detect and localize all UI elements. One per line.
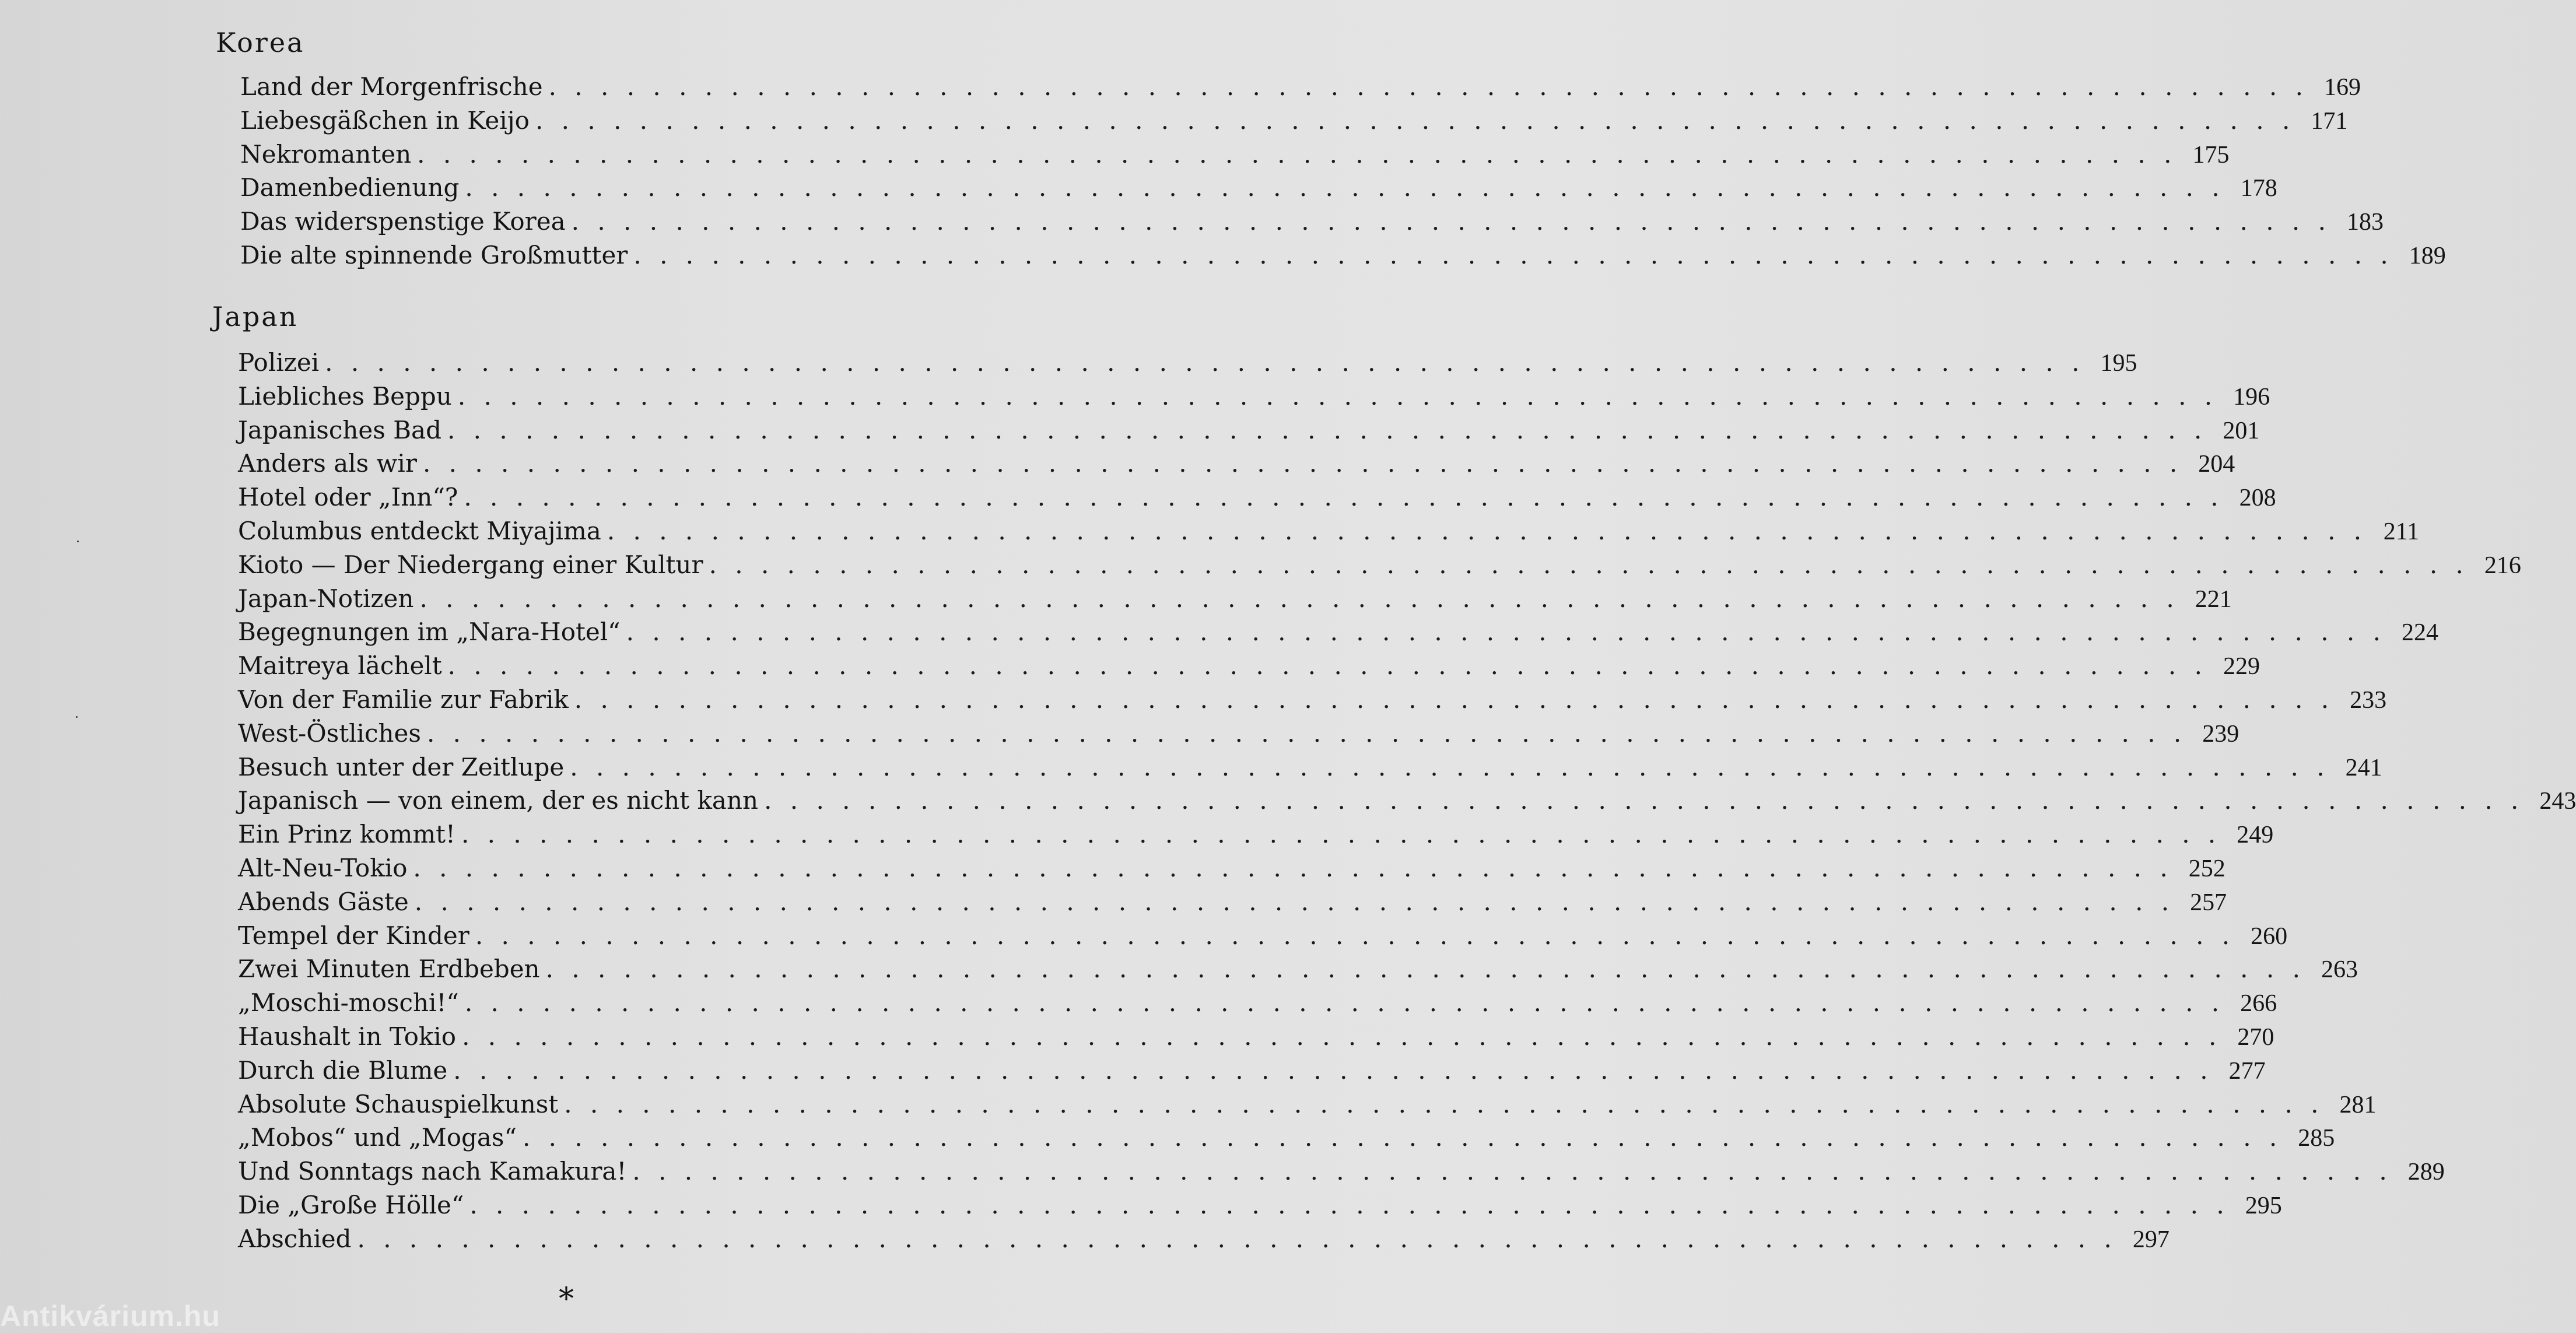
toc-dot-leader: . . . . . . . . . . . . . . . . . . . . . . . . . . . . . . . . . . . . . . . . . . . . . . . . . . . . . . . . . . . . . . . . . . . . xyxy=(574,685,2335,714)
toc-dot-leader: . . . . . . . . . . . . . . . . . . . . . . . . . . . . . . . . . . . . . . . . . . . . . . . . . . . . . . . . . . . . . . . . . . . . xyxy=(462,1022,2222,1051)
toc-page-number: 178 xyxy=(2240,175,2277,202)
toc-entry-title: Abschied xyxy=(238,1224,352,1253)
toc-entry-title: Besuch unter der Zeitlupe xyxy=(238,752,565,781)
toc-page-number: 260 xyxy=(2251,922,2288,950)
toc-page-number: 249 xyxy=(2237,822,2274,849)
watermark-logo: Antikvárium.hu xyxy=(0,1300,220,1332)
toc-dot-leader: . . . . . . . . . . . . . . . . . . . . . . . . . . . . . . . . . . . . . . . . . . . . . . . . . . . . . . . . . . . . . . . . . . . . xyxy=(564,1089,2324,1118)
toc-list-japan xyxy=(238,346,2576,1256)
toc-dot-leader: . . . . . . . . . . . . . . . . . . . . . . . . . . . . . . . . . . . . . . . . . . . . . . . . . . . . . . . . . . . . . . . . . . . . xyxy=(548,72,2308,101)
toc-page-number: 243 xyxy=(2539,788,2576,815)
toc-dot-leader: . . . . . . . . . . . . . . . . . . . . . . . . . . . . . . . . . . . . . . . . . . . . . . . . . . . . . . . . . . . . . . . . . . . . xyxy=(464,483,2224,512)
toc-page-number: 281 xyxy=(2339,1091,2377,1118)
toc-entry xyxy=(238,582,2232,616)
toc-dot-leader: . . . . . . . . . . . . . . . . . . . . . . . . . . . . . . . . . . . . . . . . . . . . . . . . . . . . . . . . . . . . . . . . . . . . xyxy=(464,988,2225,1018)
toc-entry xyxy=(240,138,2230,171)
toc-entry xyxy=(238,717,2239,750)
toc-entry xyxy=(238,514,2420,548)
paper-speck xyxy=(77,541,79,542)
toc-page-number: 241 xyxy=(2345,754,2382,781)
toc-entry xyxy=(240,171,2277,205)
toc-entry xyxy=(238,1020,2274,1054)
toc-entry xyxy=(240,104,2348,138)
toc-page-number: 195 xyxy=(2100,350,2137,377)
toc-page-number: 224 xyxy=(2402,619,2438,647)
toc-entry-title: Von der Familie zur Fabrik xyxy=(238,685,569,714)
toc-page-number: 229 xyxy=(2223,653,2260,680)
toc-entry xyxy=(238,885,2227,919)
section-title-korea: Korea xyxy=(216,27,305,58)
toc-dot-leader: . . . . . . . . . . . . . . . . . . . . . . . . . . . . . . . . . . . . . . . . . . . . . . . . . . . . . . . . . . . . . . . . . . . . xyxy=(426,718,2187,748)
toc-page-number: 216 xyxy=(2484,552,2521,579)
toc-entry-title: Haushalt in Tokio xyxy=(238,1022,457,1051)
toc-entry-title: „Mobos“ und „Mogas“ xyxy=(238,1123,517,1152)
toc-list-korea xyxy=(240,70,2446,272)
toc-entry xyxy=(238,851,2225,885)
toc-entry xyxy=(238,615,2438,649)
toc-entry xyxy=(238,480,2276,514)
toc-dot-leader: . . . . . . . . . . . . . . . . . . . . . . . . . . . . . . . . . . . . . . . . . . . . . . . . . . . . . . . . . . . . . . . . . . . . xyxy=(447,651,2207,680)
toc-page-number: 285 xyxy=(2298,1125,2335,1152)
toc-entry xyxy=(238,784,2576,818)
section-separator-asterisk: * xyxy=(559,1282,574,1317)
toc-dot-leader: . . . . . . . . . . . . . . . . . . . . . . . . . . . . . . . . . . . . . . . . . . . . . . . . . . . . . . . . . . . . . . . . . . . . xyxy=(545,955,2305,984)
toc-entry xyxy=(238,1088,2377,1121)
toc-dot-leader: . . . . . . . . . . . . . . . . . . . . . . . . . . . . . . . . . . . . . . . . . . . . . . . . . . . . . . . . . . . . . . . . . . . . xyxy=(570,752,2330,781)
toc-page-number: 263 xyxy=(2321,956,2358,984)
toc-entry xyxy=(238,919,2288,953)
toc-dot-leader: . . . . . . . . . . . . . . . . . . . . . . . . . . . . . . . . . . . . . . . . . . . . . . . . . . . . . . . . . . . . . . . . . . . . xyxy=(475,921,2235,950)
toc-entry xyxy=(238,1054,2266,1088)
toc-page-number: 183 xyxy=(2346,209,2384,236)
toc-page-number: 239 xyxy=(2202,720,2239,748)
toc-dot-leader: . . . . . . . . . . . . . . . . . . . . . . . . . . . . . . . . . . . . . . . . . . . . . . . . . . . . . . . . . . . . . . . . . . . . xyxy=(461,820,2221,849)
toc-dot-leader: . . . . . . . . . . . . . . . . . . . . . . . . . . . . . . . . . . . . . . . . . . . . . . . . . . . . . . . . . . . . . . . . . . . . xyxy=(419,584,2179,613)
toc-entry-title: Liebliches Beppu xyxy=(238,381,452,411)
toc-entry-title: Damenbedienung xyxy=(240,173,460,202)
toc-dot-leader: . . . . . . . . . . . . . . . . . . . . . . . . . . . . . . . . . . . . . . . . . . . . . . . . . . . . . . . . . . . . . . . . . . . . xyxy=(626,618,2386,647)
toc-entry xyxy=(238,346,2137,380)
toc-entry xyxy=(238,548,2521,582)
toc-entry-title: Begegnungen im „Nara-Hotel“ xyxy=(238,618,621,647)
toc-entry-title: Tempel der Kinder xyxy=(238,921,469,950)
toc-entry-title: Hotel oder „Inn“? xyxy=(238,483,458,512)
toc-entry-title: Die alte spinnende Großmutter xyxy=(240,240,628,269)
toc-entry-title: Zwei Minuten Erdbeben xyxy=(238,955,540,984)
toc-dot-leader: . . . . . . . . . . . . . . . . . . . . . . . . . . . . . . . . . . . . . . . . . . . . . . . . . . . . . . . . . . . . . . . . . . . . xyxy=(535,106,2295,135)
toc-entry-title: Columbus entdeckt Miyajima xyxy=(238,516,601,545)
toc-entry-title: Das widerspenstige Korea xyxy=(240,207,566,236)
toc-dot-leader: . . . . . . . . . . . . . . . . . . . . . . . . . . . . . . . . . . . . . . . . . . . . . . . . . . . . . . . . . . . . . . . . . . . . xyxy=(465,173,2225,202)
toc-dot-leader: . . . . . . . . . . . . . . . . . . . . . . . . . . . . . . . . . . . . . . . . . . . . . . . . . . . . . . . . . . . . . . . . . . . . xyxy=(632,1157,2392,1186)
toc-page-number: 196 xyxy=(2233,383,2270,411)
toc-page-number: 270 xyxy=(2237,1023,2274,1051)
toc-dot-leader: . . . . . . . . . . . . . . . . . . . . . . . . . . . . . . . . . . . . . . . . . . . . . . . . . . . . . . . . . . . . . . . . . . . . xyxy=(709,550,2469,579)
toc-entry-title: Nekromanten xyxy=(240,139,412,169)
toc-dot-leader: . . . . . . . . . . . . . . . . . . . . . . . . . . . . . . . . . . . . . . . . . . . . . . . . . . . . . . . . . . . . . . . . . . . . xyxy=(447,415,2207,444)
toc-page-number: 289 xyxy=(2407,1159,2445,1186)
toc-entry-title: Japanisches Bad xyxy=(238,415,441,444)
toc-entry xyxy=(238,750,2382,784)
toc-dot-leader: . . . . . . . . . . . . . . . . . . . . . . . . . . . . . . . . . . . . . . . . . . . . . . . . . . . . . . . . . . . . . . . . . . . . xyxy=(414,887,2175,916)
toc-entry-title: Anders als wir xyxy=(238,449,417,478)
toc-page-number: 171 xyxy=(2311,107,2348,135)
toc-entry-title: Land der Morgenfrische xyxy=(240,72,543,101)
toc-page-number: 266 xyxy=(2240,990,2277,1018)
toc-entry-title: Alt-Neu-Tokio xyxy=(238,853,408,882)
toc-dot-leader: . . . . . . . . . . . . . . . . . . . . . . . . . . . . . . . . . . . . . . . . . . . . . . . . . . . . . . . . . . . . . . . . . . . . xyxy=(413,853,2173,882)
toc-page-number: 204 xyxy=(2198,451,2235,478)
toc-dot-leader: . . . . . . . . . . . . . . . . . . . . . . . . . . . . . . . . . . . . . . . . . . . . . . . . . . . . . . . . . . . . . . . . . . . . xyxy=(357,1224,2117,1253)
toc-entry-title: „Moschi-moschi!“ xyxy=(238,988,459,1018)
toc-entry xyxy=(238,649,2260,683)
toc-dot-leader: . . . . . . . . . . . . . . . . . . . . . . . . . . . . . . . . . . . . . . . . . . . . . . . . . . . . . . . . . . . . . . . . . . . . xyxy=(633,240,2393,269)
toc-entry xyxy=(238,986,2277,1020)
toc-page-number: 201 xyxy=(2223,417,2260,444)
toc-dot-leader: . . . . . . . . . . . . . . . . . . . . . . . . . . . . . . . . . . . . . . . . . . . . . . . . . . . . . . . . . . . . . . . . . . . . xyxy=(764,786,2524,815)
toc-entry-title: Und Sonntags nach Kamakura! xyxy=(238,1157,627,1186)
toc-entry xyxy=(238,413,2260,447)
toc-page-number: 277 xyxy=(2228,1057,2266,1085)
toc-entry xyxy=(238,952,2358,986)
toc-page-number: 252 xyxy=(2188,855,2225,882)
toc-entry-title: Japan-Notizen xyxy=(238,584,414,613)
toc-dot-leader: . . . . . . . . . . . . . . . . . . . . . . . . . . . . . . . . . . . . . . . . . . . . . . . . . . . . . . . . . . . . . . . . . . . . xyxy=(325,348,2085,377)
toc-page-number: 233 xyxy=(2350,686,2387,714)
toc-entry xyxy=(238,1121,2335,1155)
toc-page-number: 221 xyxy=(2195,585,2232,613)
toc-entry-title: Die „Große Hölle“ xyxy=(238,1190,464,1219)
toc-entry xyxy=(240,205,2384,238)
toc-dot-leader: . . . . . . . . . . . . . . . . . . . . . . . . . . . . . . . . . . . . . . . . . . . . . . . . . . . . . . . . . . . . . . . . . . . . xyxy=(457,381,2218,411)
toc-entry xyxy=(238,818,2274,851)
toc-entry xyxy=(238,447,2235,480)
toc-dot-leader: . . . . . . . . . . . . . . . . . . . . . . . . . . . . . . . . . . . . . . . . . . . . . . . . . . . . . . . . . . . . . . . . . . . . xyxy=(417,139,2177,169)
toc-entry xyxy=(238,1155,2445,1188)
toc-entry xyxy=(240,238,2446,272)
toc-entry xyxy=(238,380,2270,413)
toc-dot-leader: . . . . . . . . . . . . . . . . . . . . . . . . . . . . . . . . . . . . . . . . . . . . . . . . . . . . . . . . . . . . . . . . . . . . xyxy=(607,516,2367,545)
toc-page-number: 211 xyxy=(2383,518,2420,545)
toc-page-number: 297 xyxy=(2132,1226,2170,1253)
toc-entry xyxy=(238,683,2387,717)
toc-page-number: 295 xyxy=(2245,1192,2282,1219)
toc-entry-title: Japanisch — von einem, der es nicht kann xyxy=(238,786,759,815)
toc-entry-title: Ein Prinz kommt! xyxy=(238,820,455,849)
toc-page-number: 175 xyxy=(2192,141,2230,169)
toc-entry xyxy=(238,1222,2170,1256)
toc-dot-leader: . . . . . . . . . . . . . . . . . . . . . . . . . . . . . . . . . . . . . . . . . . . . . . . . . . . . . . . . . . . . . . . . . . . . xyxy=(422,449,2183,478)
toc-entry-title: Abends Gäste xyxy=(238,887,409,916)
toc-dot-leader: . . . . . . . . . . . . . . . . . . . . . . . . . . . . . . . . . . . . . . . . . . . . . . . . . . . . . . . . . . . . . . . . . . . . xyxy=(522,1123,2283,1152)
toc-dot-leader: . . . . . . . . . . . . . . . . . . . . . . . . . . . . . . . . . . . . . . . . . . . . . . . . . . . . . . . . . . . . . . . . . . . . xyxy=(469,1190,2230,1219)
toc-dot-leader: . . . . . . . . . . . . . . . . . . . . . . . . . . . . . . . . . . . . . . . . . . . . . . . . . . . . . . . . . . . . . . . . . . . . xyxy=(571,207,2331,236)
toc-page-number: 257 xyxy=(2190,889,2227,916)
toc-entry xyxy=(240,70,2361,104)
toc-page-number: 169 xyxy=(2323,74,2361,101)
toc-entry-title: West-Östliches xyxy=(238,718,421,748)
toc-entry-title: Maitreya lächelt xyxy=(238,651,442,680)
toc-entry-title: Kioto — Der Niedergang einer Kultur xyxy=(238,550,703,579)
toc-entry xyxy=(238,1188,2282,1222)
toc-entry-title: Liebesgäßchen in Keijo xyxy=(240,106,530,135)
toc-entry-title: Absolute Schauspielkunst xyxy=(238,1089,559,1118)
section-title-japan: Japan xyxy=(212,301,299,332)
toc-page-number: 189 xyxy=(2409,242,2446,269)
toc-page-number: 208 xyxy=(2239,485,2276,512)
toc-entry-title: Durch die Blume xyxy=(238,1055,448,1085)
paper-speck xyxy=(76,716,78,718)
toc-dot-leader: . . . . . . . . . . . . . . . . . . . . . . . . . . . . . . . . . . . . . . . . . . . . . . . . . . . . . . . . . . . . . . . . . . . . xyxy=(453,1055,2213,1085)
toc-entry-title: Polizei xyxy=(238,348,320,377)
